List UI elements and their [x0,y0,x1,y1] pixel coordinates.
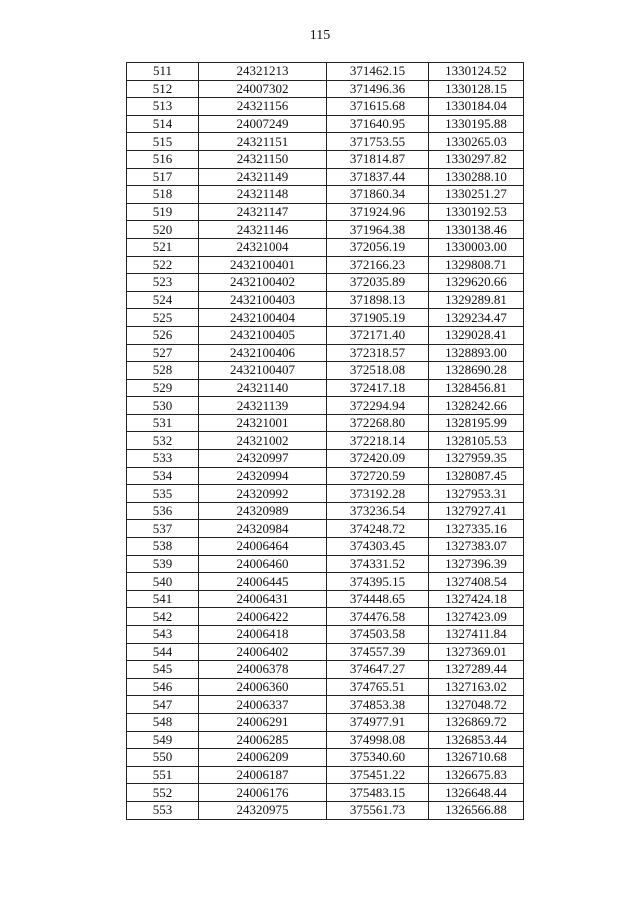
point-id-cell: 2432100401 [199,256,327,274]
row-index-cell: 516 [127,150,199,168]
row-index-cell: 529 [127,379,199,397]
table-row [127,467,524,485]
x-coordinate-cell: 374647.27 [327,661,429,679]
row-index-cell: 522 [127,256,199,274]
y-coordinate-cell: 1327959.35 [429,450,524,468]
point-id-cell: 24006431 [199,590,327,608]
y-coordinate-cell: 1330128.15 [429,80,524,98]
point-id-cell: 24320994 [199,467,327,485]
table-row [127,784,524,802]
row-index-cell: 520 [127,221,199,239]
point-id-cell: 24006378 [199,661,327,679]
y-coordinate-cell: 1328087.45 [429,467,524,485]
x-coordinate-cell: 371898.13 [327,291,429,309]
row-index-cell: 530 [127,397,199,415]
row-index-cell: 548 [127,713,199,731]
row-index-cell: 528 [127,362,199,380]
row-index-cell: 535 [127,485,199,503]
y-coordinate-cell: 1327289.44 [429,661,524,679]
table-row [127,713,524,731]
x-coordinate-cell: 375451.22 [327,766,429,784]
point-id-cell: 24007302 [199,80,327,98]
x-coordinate-cell: 372268.80 [327,414,429,432]
x-coordinate-cell: 374395.15 [327,573,429,591]
x-coordinate-cell: 375561.73 [327,801,429,819]
table-row [127,538,524,556]
y-coordinate-cell: 1329028.41 [429,326,524,344]
x-coordinate-cell: 373236.54 [327,502,429,520]
table-row [127,133,524,151]
y-coordinate-cell: 1327424.18 [429,590,524,608]
y-coordinate-cell: 1328105.53 [429,432,524,450]
y-coordinate-cell: 1330251.27 [429,186,524,204]
x-coordinate-cell: 374503.58 [327,626,429,644]
y-coordinate-cell: 1330192.53 [429,203,524,221]
coordinates-table-container [126,62,524,820]
row-index-cell: 541 [127,590,199,608]
x-coordinate-cell: 371860.34 [327,186,429,204]
point-id-cell: 24006418 [199,626,327,644]
point-id-cell: 24321001 [199,414,327,432]
point-id-cell: 24006291 [199,713,327,731]
table-row [127,379,524,397]
point-id-cell: 2432100404 [199,309,327,327]
point-id-cell: 24006445 [199,573,327,591]
row-index-cell: 524 [127,291,199,309]
table-row [127,696,524,714]
x-coordinate-cell: 372720.59 [327,467,429,485]
x-coordinate-cell: 371753.55 [327,133,429,151]
y-coordinate-cell: 1326853.44 [429,731,524,749]
x-coordinate-cell: 372056.19 [327,238,429,256]
point-id-cell: 24320975 [199,801,327,819]
table-row [127,98,524,116]
point-id-cell: 24320984 [199,520,327,538]
table-row [127,256,524,274]
row-index-cell: 546 [127,678,199,696]
row-index-cell: 518 [127,186,199,204]
point-id-cell: 24321213 [199,63,327,81]
row-index-cell: 536 [127,502,199,520]
point-id-cell: 24321004 [199,238,327,256]
table-row [127,766,524,784]
row-index-cell: 550 [127,749,199,767]
point-id-cell: 24321140 [199,379,327,397]
y-coordinate-cell: 1327927.41 [429,502,524,520]
row-index-cell: 543 [127,626,199,644]
row-index-cell: 538 [127,538,199,556]
y-coordinate-cell: 1328456.81 [429,379,524,397]
table-row [127,309,524,327]
y-coordinate-cell: 1327953.31 [429,485,524,503]
row-index-cell: 547 [127,696,199,714]
row-index-cell: 544 [127,643,199,661]
x-coordinate-cell: 371924.96 [327,203,429,221]
y-coordinate-cell: 1330124.52 [429,63,524,81]
table-row [127,678,524,696]
row-index-cell: 515 [127,133,199,151]
x-coordinate-cell: 371905.19 [327,309,429,327]
point-id-cell: 24321147 [199,203,327,221]
y-coordinate-cell: 1327411.84 [429,626,524,644]
y-coordinate-cell: 1330288.10 [429,168,524,186]
point-id-cell: 2432100403 [199,291,327,309]
row-index-cell: 517 [127,168,199,186]
table-row [127,643,524,661]
x-coordinate-cell: 374448.65 [327,590,429,608]
point-id-cell: 24006187 [199,766,327,784]
y-coordinate-cell: 1329808.71 [429,256,524,274]
table-row [127,115,524,133]
row-index-cell: 519 [127,203,199,221]
y-coordinate-cell: 1328242.66 [429,397,524,415]
row-index-cell: 514 [127,115,199,133]
table-row [127,274,524,292]
point-id-cell: 24321156 [199,98,327,116]
point-id-cell: 24321151 [199,133,327,151]
row-index-cell: 537 [127,520,199,538]
y-coordinate-cell: 1326869.72 [429,713,524,731]
x-coordinate-cell: 372420.09 [327,450,429,468]
table-row [127,590,524,608]
row-index-cell: 542 [127,608,199,626]
coordinates-table [126,62,524,820]
table-row [127,362,524,380]
point-id-cell: 24321149 [199,168,327,186]
table-row [127,238,524,256]
y-coordinate-cell: 1328690.28 [429,362,524,380]
table-row [127,661,524,679]
x-coordinate-cell: 374557.39 [327,643,429,661]
point-id-cell: 2432100407 [199,362,327,380]
row-index-cell: 549 [127,731,199,749]
y-coordinate-cell: 1330195.88 [429,115,524,133]
table-row [127,80,524,98]
x-coordinate-cell: 374998.08 [327,731,429,749]
table-row [127,397,524,415]
point-id-cell: 24321148 [199,186,327,204]
point-id-cell: 2432100406 [199,344,327,362]
table-row [127,749,524,767]
y-coordinate-cell: 1330265.03 [429,133,524,151]
point-id-cell: 24006460 [199,555,327,573]
point-id-cell: 24321150 [199,150,327,168]
row-index-cell: 525 [127,309,199,327]
x-coordinate-cell: 372294.94 [327,397,429,415]
y-coordinate-cell: 1327423.09 [429,608,524,626]
point-id-cell: 24321139 [199,397,327,415]
row-index-cell: 534 [127,467,199,485]
point-id-cell: 24321146 [199,221,327,239]
table-row [127,221,524,239]
table-row [127,555,524,573]
x-coordinate-cell: 375483.15 [327,784,429,802]
point-id-cell: 24320997 [199,450,327,468]
row-index-cell: 533 [127,450,199,468]
table-row [127,150,524,168]
x-coordinate-cell: 372218.14 [327,432,429,450]
row-index-cell: 540 [127,573,199,591]
y-coordinate-cell: 1326675.83 [429,766,524,784]
table-row [127,186,524,204]
table-row [127,414,524,432]
row-index-cell: 523 [127,274,199,292]
table-row [127,608,524,626]
x-coordinate-cell: 374765.51 [327,678,429,696]
row-index-cell: 512 [127,80,199,98]
row-index-cell: 511 [127,63,199,81]
table-body [127,63,524,820]
point-id-cell: 2432100402 [199,274,327,292]
y-coordinate-cell: 1328195.99 [429,414,524,432]
table-row [127,432,524,450]
y-coordinate-cell: 1329289.81 [429,291,524,309]
x-coordinate-cell: 371837.44 [327,168,429,186]
y-coordinate-cell: 1330184.04 [429,98,524,116]
y-coordinate-cell: 1330003.00 [429,238,524,256]
point-id-cell: 24006337 [199,696,327,714]
y-coordinate-cell: 1327048.72 [429,696,524,714]
point-id-cell: 24320989 [199,502,327,520]
point-id-cell: 24321002 [199,432,327,450]
table-row [127,203,524,221]
row-index-cell: 532 [127,432,199,450]
point-id-cell: 24006285 [199,731,327,749]
row-index-cell: 552 [127,784,199,802]
y-coordinate-cell: 1327335.16 [429,520,524,538]
y-coordinate-cell: 1329234.47 [429,309,524,327]
table-row [127,485,524,503]
y-coordinate-cell: 1330138.46 [429,221,524,239]
table-row [127,502,524,520]
y-coordinate-cell: 1326710.68 [429,749,524,767]
point-id-cell: 24006360 [199,678,327,696]
x-coordinate-cell: 374303.45 [327,538,429,556]
row-index-cell: 521 [127,238,199,256]
x-coordinate-cell: 371964.38 [327,221,429,239]
point-id-cell: 24006176 [199,784,327,802]
table-row [127,450,524,468]
x-coordinate-cell: 374331.52 [327,555,429,573]
point-id-cell: 24320992 [199,485,327,503]
table-row [127,626,524,644]
table-row [127,63,524,81]
table-row [127,801,524,819]
row-index-cell: 545 [127,661,199,679]
x-coordinate-cell: 372417.18 [327,379,429,397]
y-coordinate-cell: 1326566.88 [429,801,524,819]
table-row [127,731,524,749]
x-coordinate-cell: 371640.95 [327,115,429,133]
x-coordinate-cell: 374248.72 [327,520,429,538]
x-coordinate-cell: 372318.57 [327,344,429,362]
table-row [127,326,524,344]
row-index-cell: 551 [127,766,199,784]
y-coordinate-cell: 1326648.44 [429,784,524,802]
point-id-cell: 24006422 [199,608,327,626]
point-id-cell: 2432100405 [199,326,327,344]
x-coordinate-cell: 371615.68 [327,98,429,116]
y-coordinate-cell: 1327163.02 [429,678,524,696]
y-coordinate-cell: 1327396.39 [429,555,524,573]
y-coordinate-cell: 1330297.82 [429,150,524,168]
x-coordinate-cell: 373192.28 [327,485,429,503]
x-coordinate-cell: 371814.87 [327,150,429,168]
row-index-cell: 553 [127,801,199,819]
x-coordinate-cell: 374476.58 [327,608,429,626]
x-coordinate-cell: 372035.89 [327,274,429,292]
y-coordinate-cell: 1327408.54 [429,573,524,591]
x-coordinate-cell: 372518.08 [327,362,429,380]
page-number: 115 [309,28,331,43]
point-id-cell: 24007249 [199,115,327,133]
table-row [127,520,524,538]
row-index-cell: 513 [127,98,199,116]
y-coordinate-cell: 1328893.00 [429,344,524,362]
x-coordinate-cell: 371462.15 [327,63,429,81]
point-id-cell: 24006402 [199,643,327,661]
x-coordinate-cell: 371496.36 [327,80,429,98]
table-row [127,168,524,186]
y-coordinate-cell: 1327369.01 [429,643,524,661]
x-coordinate-cell: 375340.60 [327,749,429,767]
table-row [127,344,524,362]
point-id-cell: 24006464 [199,538,327,556]
x-coordinate-cell: 374853.38 [327,696,429,714]
point-id-cell: 24006209 [199,749,327,767]
x-coordinate-cell: 374977.91 [327,713,429,731]
y-coordinate-cell: 1327383.07 [429,538,524,556]
row-index-cell: 531 [127,414,199,432]
row-index-cell: 527 [127,344,199,362]
y-coordinate-cell: 1329620.66 [429,274,524,292]
table-row [127,291,524,309]
x-coordinate-cell: 372166.23 [327,256,429,274]
row-index-cell: 539 [127,555,199,573]
row-index-cell: 526 [127,326,199,344]
table-row [127,573,524,591]
x-coordinate-cell: 372171.40 [327,326,429,344]
